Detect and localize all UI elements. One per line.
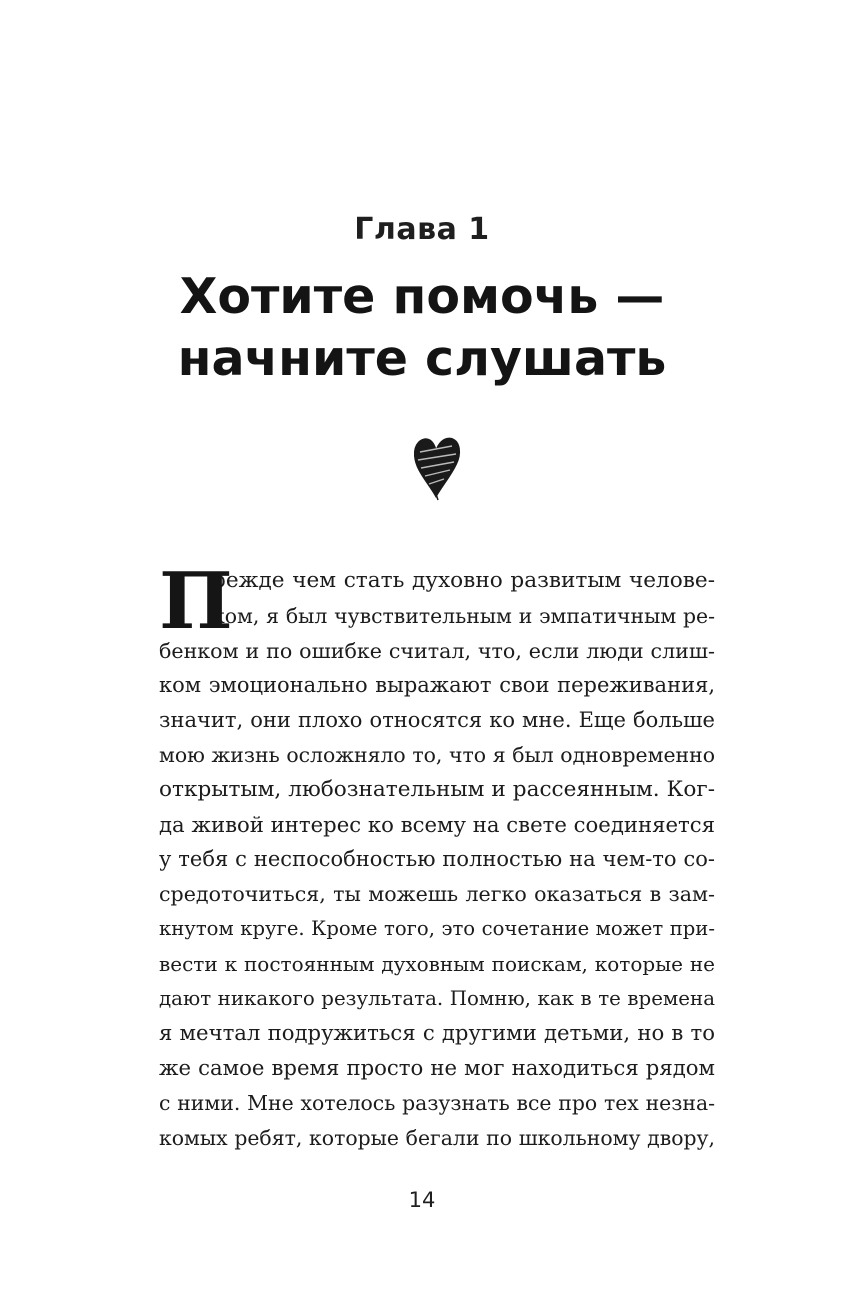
body-line: вести к постоянным духовным поискам, которые не (159, 951, 715, 976)
body-line: я мечтал подружиться с другими детьми, но в то (159, 1020, 715, 1046)
chapter-label: Глава 1 (354, 212, 490, 247)
chapter-title-line-1: Хотите помочь — (179, 268, 665, 325)
body-line: у тебя с неспособностью полностью на чем-то со- (159, 847, 715, 872)
body-line: бенком и по ошибке считал, что, если люди слиш- (159, 638, 715, 663)
body-line: средоточиться, ты можешь легко оказаться в зам- (159, 882, 715, 907)
body-line: дают никакого результата. Помню, как в те времена (159, 986, 715, 1010)
body-line: да живой интерес ко всему на свете соединяется (159, 811, 715, 837)
body-line: значит, они плохо относятся ко мне. Еще больше (159, 708, 715, 733)
chapter-title (0, 266, 844, 390)
page-number: 14 (408, 1188, 436, 1212)
drop-cap: П (159, 556, 233, 647)
heart-icon (412, 434, 462, 502)
body-line: режде чем стать духовно развитым челове- (212, 568, 715, 593)
body-line: же самое время просто не мог находиться рядом (159, 1055, 715, 1081)
body-line: мою жизнь осложняло то, что я был одновременно (159, 742, 715, 767)
body-line: открытым, любознательным и рассеянным. Ког- (159, 776, 715, 802)
body-line: кнутом круге. Кроме того, это сочетание может при- (159, 916, 715, 940)
body-line: с ними. Мне хотелось разузнать все про тех незна- (159, 1090, 715, 1115)
body-line: комых ребят, которые бегали по школьному двору, (159, 1125, 715, 1150)
body-line: ком, я был чувствительным и эмпатичным ре- (212, 603, 715, 628)
body-line: ком эмоционально выражают свои переживания, (159, 673, 715, 698)
chapter-title-line-2: начните слушать (177, 330, 667, 387)
body-text (159, 556, 715, 1156)
